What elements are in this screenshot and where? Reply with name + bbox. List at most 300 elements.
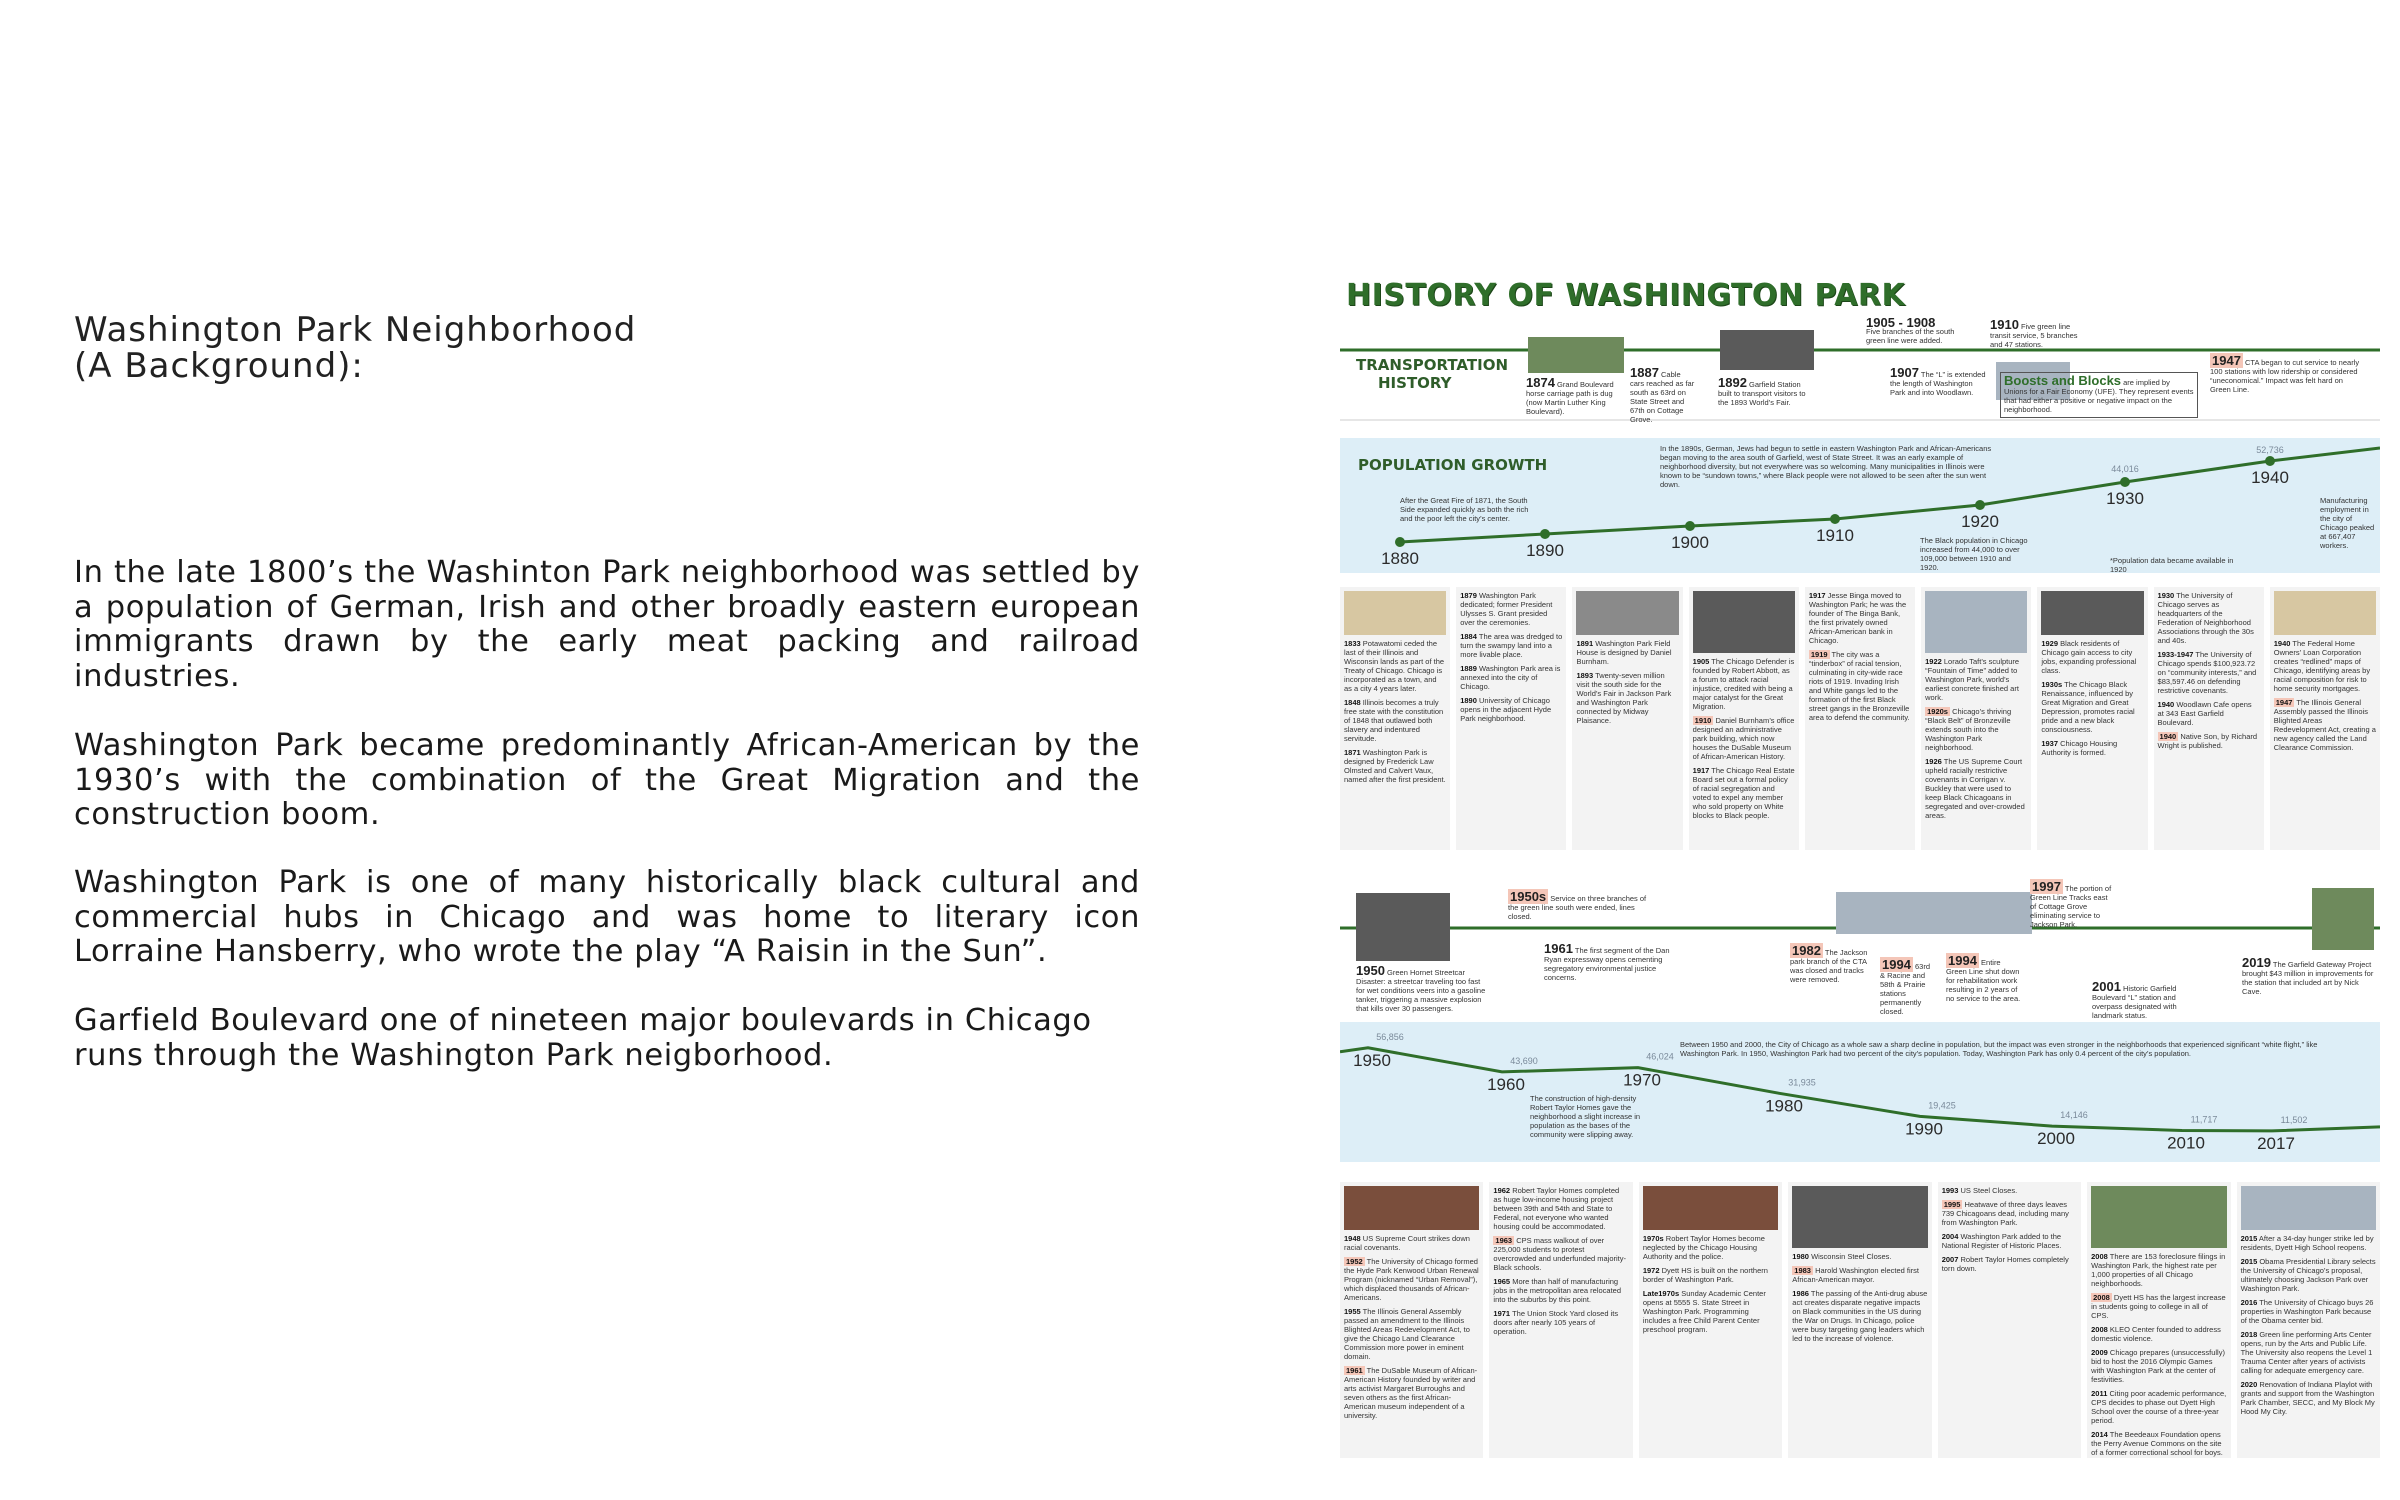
timeline-entry-year: 2007 (1941, 1255, 1959, 1264)
population-note-data: *Population data became available in 1920 (2110, 556, 2234, 574)
timeline-entry-text: After a 34-day hunger strike led by residents, Dyett High School reopens. (2240, 1234, 2374, 1252)
event-text: CTA began to cut service to nearly 100 stations with low ridership or considered “uneconomical.” Impact was felt hard on Green Line. (2210, 358, 2360, 394)
timeline-entry-year: 1920s (1927, 707, 1948, 716)
timeline-entry (1344, 639, 1446, 693)
timeline-entry-text: The Chicago Defender is founded by Robert Abbott, as a forum to attack racial injustice, credited with being a major catalyst for the Great Migration. (1692, 657, 1795, 711)
timeline-entry-text: Native Son, by Richard Wright is published. (2157, 732, 2258, 750)
timeline-entry (2091, 1252, 2226, 1288)
timeline-entry (2158, 591, 2260, 645)
population-year-label: 1990 (1905, 1119, 1943, 1139)
timeline-entry (1809, 591, 1911, 645)
historic-photo (2091, 1186, 2226, 1248)
event-year: 1892 (1718, 375, 1747, 390)
timeline-entry (1344, 1234, 1479, 1252)
timeline-entry-text: The Federal Home Owners’ Loan Corporation creates “redlined” maps of Chicago, identifying areas by racial composition for risk to home security mortgages. (2273, 639, 2371, 693)
timeline-entry (1493, 1309, 1628, 1336)
timeline-entry (1344, 1257, 1479, 1302)
population-value-label: 19,425 (1928, 1100, 1956, 1111)
event-year: 2019 (2242, 955, 2271, 970)
timeline-entry (2158, 700, 2260, 727)
boosts-blocks-legend (2000, 372, 2198, 418)
timeline-column (1689, 587, 1799, 850)
timeline-entry-text: University of Chicago opens in the adjacent Hyde Park neighborhood. (1460, 696, 1552, 723)
timeline-entry (2274, 639, 2376, 693)
population-note-robert-taylor: The construction of high-density Robert Taylor Homes gave the neighborhood a slight increase in population as the bases of the community were slipping away. (1530, 1094, 1641, 1139)
event-text: Historic Garfield Boulevard “L” station and overpass designated with landmark status. (2092, 984, 2177, 1020)
transport-event-1950 (1356, 963, 1486, 1013)
population-point (1975, 500, 1985, 510)
event-year: 1950s (1510, 889, 1547, 904)
timeline-column (1340, 1182, 1483, 1458)
timeline-column (2237, 1182, 2380, 1458)
population-year-label: 1950 (1353, 1050, 1391, 1070)
timeline-entry-text: Green line performing Arts Center opens, run by the Arts and Public Life. The University also reopens the Level 1 Trauma Center after years of activists calling for adequate emergency care. (2240, 1330, 2373, 1375)
timeline-entry (1792, 1266, 1927, 1284)
timeline-entry-year: 2011 (2091, 1389, 2108, 1398)
transport-event-1950s (1508, 889, 1658, 921)
timeline-entry-year: 1986 (1792, 1289, 1809, 1298)
timeline-entry-text: CPS mass walkout of over 225,000 students to protest overcrowded and underfunded majority-Black schools. (1493, 1236, 1626, 1272)
photo-garfield-station (1720, 330, 1814, 370)
timeline-entry-year: 1905 (1692, 657, 1710, 666)
event-text: Cable cars reached as far south as 63rd on State Street and 67th on Cottage Grove. (1630, 370, 1695, 424)
population-note-1890s: In the 1890s, German, Jews had begun to settle in eastern Washington Park and African-Americans began moving to the area south of Garfield, west of State Street. It was an early example of neighborhood diversity, but not everywhere was so welcoming. Many municipalities in Illinois were known to be “sundown towns,” where Black people were not allowed to be seen after the sun went down. (1660, 444, 1992, 489)
timeline-entry-text: The Beedeaux Foundation opens the Perry Avenue Commons on the site of a former correctional school for boys. (2091, 1430, 2223, 1457)
photo-cta-train (1836, 892, 2032, 934)
event-text: The portion of Green Line Tracks east of Cottage Grove eliminating service to Jackson Park. (2030, 884, 2112, 929)
timeline-entry-year: 1889 (1460, 664, 1477, 673)
timeline-entry (1942, 1186, 2077, 1195)
timeline-entry-text: The DuSable Museum of African-American History founded by writer and arts activist Margaret Burroughs and seven others as the first African-American museum independent of a university. (1344, 1366, 1478, 1420)
timeline-entry-year: 1983 (1794, 1266, 1811, 1275)
timeline-entry-year: 1929 (2041, 639, 2059, 648)
historic-photo (1792, 1186, 1927, 1248)
timeline-entry (2158, 650, 2260, 695)
historic-photo (2041, 591, 2143, 635)
transport-event-1961 (1544, 941, 1674, 982)
transport-event-1907 (1890, 365, 1990, 397)
transport-event-1905 (1866, 315, 1966, 345)
timeline-entry-text: Washington Park dedicated; former President Ulysses S. Grant presided over the ceremonies. (1460, 591, 1553, 627)
transport-event-2001 (2092, 979, 2192, 1020)
timeline-entry (2241, 1298, 2376, 1325)
timeline-entry-text: The US Supreme Court upheld racially restrictive covenants in Corrigan v. Buckley that were used to keep Black Chicagoans in segregated and over-crowded areas. (1925, 757, 2025, 820)
photo-streetcar-disaster (1356, 893, 1450, 961)
timeline-entry-text: Wisconsin Steel Closes. (1811, 1252, 1892, 1261)
paragraph-cultural-hub: Washington Park is one of many historically black cultural and commercial hubs in Chicago and was home to literary icon Lorraine Hansberry, who wrote the play “A Raisin in the Sun”. (74, 865, 1140, 969)
population-year-label: 1900 (1671, 533, 1709, 552)
event-text: Service on three branches of the green line south were ended, lines closed. (1508, 894, 1647, 921)
population-value-label: 31,935 (1788, 1077, 1816, 1088)
timeline-entry (2241, 1330, 2376, 1375)
population-note-black-population: The Black population in Chicago increased from 44,000 to over 109,000 between 1910 and 1920. (1920, 536, 2028, 572)
event-text: Five green line transit service, 5 branches and 47 stations. (1990, 322, 2078, 349)
timeline-entry (1792, 1252, 1927, 1261)
timeline-entry-year: 1940 (2157, 700, 2175, 709)
timeline-entry (1493, 1277, 1628, 1304)
timeline-entry (1925, 757, 2027, 820)
paragraph-settlement: In the late 1800’s the Washinton Park neighborhood was settled by a population of German, Irish and other broadly eastern european immigrants drawn by the early meat packing and railroad industries. (74, 555, 1140, 694)
legend-text: are implied by Unions for a Fair Economy (UFE). They represent events that had either a positive or negative impact on the neighborhood. (2004, 378, 2194, 414)
timeline-entry-year: 1891 (1576, 639, 1594, 648)
event-text: The Jackson park branch of the CTA was closed and tracks were removed. (1790, 948, 1868, 984)
timeline-entry (1693, 716, 1795, 761)
historic-photo (1693, 591, 1795, 653)
timeline-entry-year: 1848 (1344, 698, 1361, 707)
title-line-2: (A Background): (74, 346, 364, 386)
timeline-entry-year: 1917 (1692, 766, 1710, 775)
timeline-entry-text: The University of Chicago formed the Hyde Park Kenwood Urban Renewal Program (nicknamed “Urban Removal”), which displaced thousands of African-Americans. (1344, 1257, 1479, 1302)
transport-event-1982 (1790, 943, 1870, 984)
transport-label (1356, 356, 1508, 392)
timeline-entry-text: Robert Taylor Homes become neglected by the Chicago Housing Authority and the police. (1642, 1234, 1765, 1261)
timeline-entry-year: 2004 (1941, 1232, 1959, 1241)
timeline-entry (1344, 748, 1446, 784)
timeline-entry-year: 2015 (2240, 1234, 2258, 1243)
timeline-entry-text: Potawatomi ceded the last of their Illinois and Wisconsin lands as part of the Treaty of Chicago. Chicago is incorporated as a town, and as a city 4 years later. (1344, 639, 1445, 693)
timeline-entry (1460, 632, 1562, 659)
timeline-entry (2091, 1348, 2226, 1384)
timeline-entry-year: 1926 (1925, 757, 1942, 766)
transport-event-1874 (1526, 375, 1626, 416)
timeline-entry (1942, 1232, 2077, 1250)
timeline-entry (1942, 1200, 2077, 1227)
poster-title: HISTORY OF WASHINGTON PARK (1346, 278, 1906, 313)
transport-label-1: TRANSPORTATION (1356, 356, 1508, 374)
timeline-entry (1460, 696, 1562, 723)
population-note-manufacturing: Manufacturing employment in the city of Chicago peaked at 667,407 workers. (2320, 496, 2375, 550)
timeline-entry-text: The city was a “tinderbox” of racial tension, culminating in city-wide race riots of 1919. Invading Irish and White gangs led to the formation of the first Black street gangs in the Bronzeville area to defend the community. (1808, 650, 1910, 722)
historic-photo (1925, 591, 2027, 653)
timeline-entry-year: 1884 (1460, 632, 1477, 641)
timeline-entry (1344, 1307, 1479, 1361)
timeline-column (1921, 587, 2031, 850)
timeline-entry-text: The University of Chicago buys 26 properties in Washington Park because of the Obama center bid. (2240, 1298, 2374, 1325)
population-value-label: 46,024 (1646, 1051, 1674, 1062)
population-year-label: 1890 (1526, 541, 1564, 560)
timeline-entry-text: The Illinois General Assembly passed the Illinois Blighted Areas Redevelopment Act, creating a new agency called the Land Clearance Commission. (2273, 698, 2376, 752)
timeline-column (2154, 587, 2264, 850)
timeline-entry-text: The Union Stock Yard closed its doors after nearly 105 years of operation. (1493, 1309, 1619, 1336)
population-value-label: 52,736 (2256, 445, 2284, 455)
timeline-entry-year: 2020 (2240, 1380, 2258, 1389)
event-text: The Garfield Gateway Project brought $43 million in improvements for the station that included art by Nick Cave. (2242, 960, 2374, 996)
timeline-entry (1460, 664, 1562, 691)
timeline-entry-text: The University of Chicago serves as headquarters of the Federation of Neighborhood Associations through the 30s and 40s. (2157, 591, 2254, 645)
timeline-entry (2241, 1257, 2376, 1293)
population-year-label: 1910 (1816, 526, 1854, 545)
timeline-entry-year: 1995 (1943, 1200, 1961, 1209)
historic-photo (1576, 591, 1678, 635)
timeline-entry (1942, 1255, 2077, 1273)
timeline-entry-year: 1833 (1344, 639, 1361, 648)
event-year: 1887 (1630, 365, 1659, 380)
photo-horse-carriage (1528, 337, 1624, 373)
population-year-label: 1930 (2106, 489, 2144, 508)
timeline-entry (2091, 1325, 2226, 1343)
timeline-column (2037, 587, 2147, 850)
population-value-label: 43,690 (1510, 1055, 1538, 1066)
timeline-entry (2091, 1389, 2226, 1425)
timeline-entry-text: Heatwave of three days leaves 739 Chicagoans dead, including many from Washington Park. (1941, 1200, 2069, 1227)
timeline-entry-text: The Chicago Black Renaissance, influenced by Great Migration and Great Depression, promotes racial pride and a new black consciousness. (2041, 680, 2135, 734)
event-year: 2001 (2092, 979, 2121, 994)
timeline-entry-year: 1972 (1642, 1266, 1660, 1275)
timeline-entry-text: Harold Washington elected first African-American mayor. (1792, 1266, 1920, 1284)
historic-photo (2274, 591, 2376, 635)
legend-title: Boosts and Blocks (2004, 373, 2122, 388)
population-value-label: 44,016 (2111, 464, 2139, 474)
timeline-entry-text: Illinois becomes a truly free state with the constitution of 1848 that outlawed both slavery and indentured servitude. (1344, 698, 1444, 743)
timeline-entry-text: Obama Presidential Library selects the University of Chicago’s proposal, ultimately choosing Jackson Park over Washington Park. (2240, 1257, 2376, 1293)
transport-event-1892 (1718, 375, 1808, 407)
historic-photo (1344, 1186, 1479, 1230)
timeline-entry (1693, 766, 1795, 820)
timeline-entry (2041, 639, 2143, 675)
timeline-entry-year: 1947 (2275, 698, 2293, 707)
timeline-entry (1344, 698, 1446, 743)
timeline-entry-text: Lorado Taft’s sculpture “Fountain of Time” added to Washington Park, world’s earliest concrete finished art work. (1925, 657, 2020, 702)
population-year-label: 1920 (1961, 512, 1999, 531)
population-note-white-flight: Between 1950 and 2000, the City of Chicago as a whole saw a sharp decline in population, but the impact was even stronger in the neighborhoods that experienced significant “white flight,” like Washington Park. In 1950, Washington Park had two percent of the city’s population. Today, Washington Park has only 0.4 percent of the city’s population. (1680, 1040, 2318, 1058)
event-year: 1997 (2032, 879, 2061, 894)
timeline-entry-year: 1961 (1346, 1366, 1363, 1375)
timeline-entry-text: Chicago prepares (unsuccessfully) bid to host the 2016 Olympic Games with Washington Park at the center of festivities. (2091, 1348, 2225, 1384)
timeline-entry-year: 1940 (2159, 732, 2177, 741)
timeline-entry-text: Citing poor academic performance, CPS decides to phase out Dyett High School over the course of a three-year period. (2091, 1389, 2227, 1425)
timeline-entry-year: 2008 (2093, 1293, 2110, 1302)
timeline-entry-text: Black residents of Chicago gain access to city jobs, expanding professional class. (2041, 639, 2137, 675)
event-text: Grand Boulevard horse carriage path is dug (now Martin Luther King Boulevard). (1526, 380, 1614, 416)
event-year: 1907 (1890, 365, 1919, 380)
timeline-entry-year: 1980 (1792, 1252, 1809, 1261)
timeline-entry (1643, 1289, 1778, 1334)
population-point (1830, 514, 1840, 524)
timeline-entry-year: 2009 (2091, 1348, 2108, 1357)
population-label: POPULATION GROWTH (1358, 456, 1548, 474)
timeline-column (1938, 1182, 2081, 1458)
timeline-entry-year: 2008 (2091, 1325, 2108, 1334)
timeline-entry-text: Dyett HS has the largest increase in students going to college in all of CPS. (2091, 1293, 2226, 1320)
timeline-entry-year: 1893 (1576, 671, 1594, 680)
timeline-entry-text: Daniel Burnham’s office designed an administrative park building, which now houses the DuSable Museum of African-American History. (1692, 716, 1795, 761)
timeline-entry-text: Robert Taylor Homes completely torn down. (1941, 1255, 2069, 1273)
timeline-entry-year: 2008 (2091, 1252, 2108, 1261)
timeline-entry-year: 1965 (1493, 1277, 1511, 1286)
timeline-entry (1809, 650, 1911, 722)
timeline-entry-text: US Steel Closes. (1960, 1186, 2018, 1195)
timeline-entry-text: The Chicago Real Estate Board set out a formal policy of racial segregation and voted to expel any member who sold property on White blocks to Black people. (1692, 766, 1795, 820)
timeline-entry-text: Washington Park is designed by Frederick Law Olmsted and Calvert Vaux, named after the first president. (1344, 748, 1446, 784)
timeline-entry-text: Dyett HS is built on the northern border of Washington Park. (1642, 1266, 1768, 1284)
title-line-1: Washington Park Neighborhood (74, 310, 637, 350)
population-year-label: 1960 (1487, 1074, 1525, 1094)
timeline-column (2087, 1182, 2230, 1458)
timeline-entry-text: More than half of manufacturing jobs in the metropolitan area relocated into the suburbs by this point. (1493, 1277, 1621, 1304)
timeline-entry-text: The University of Chicago spends $100,923.72 on “community interests,” and $83,597.46 on defending restrictive covenants. (2157, 650, 2257, 695)
timeline-entry (2041, 739, 2143, 757)
timeline-entry-text: The passing of the Anti-drug abuse act creates disparate negative impacts on Black communities in the US during the War on Drugs. In Chicago, police were busy targeting gang leaders which led to the increase of violence. (1792, 1289, 1928, 1343)
historic-photo (1643, 1186, 1778, 1230)
timeline-column (1788, 1182, 1931, 1458)
event-year: 1874 (1526, 375, 1555, 390)
population-point (1685, 521, 1695, 531)
population-year-label: 1980 (1765, 1096, 1803, 1116)
timeline-entry-year: 1962 (1493, 1186, 1511, 1195)
population-value-label: 11,717 (2190, 1114, 2218, 1125)
event-year: 1947 (2212, 353, 2241, 368)
timeline-entry-year: 1879 (1460, 591, 1477, 600)
transport-event-1997 (2030, 879, 2114, 929)
event-text: The “L” is extended the length of Washington Park and into Woodlawn. (1890, 370, 1986, 397)
timeline-entry-year: 1937 (2041, 739, 2059, 748)
timeline-entry (1576, 671, 1678, 725)
timeline-entry (2241, 1234, 2376, 1252)
timeline-entry-year: 1948 (1344, 1234, 1361, 1243)
timeline-entry-text: Renovation of Indiana Playlot with grants and support from the Washington Park Chamber, SECC, and My Block My Hood My City. (2240, 1380, 2375, 1416)
transport-event-1947 (2210, 353, 2360, 394)
timeline-entry-text: Washington Park Field House is designed by Daniel Burnham. (1576, 639, 1672, 666)
timeline-entry (1792, 1289, 1927, 1343)
timeline-entry (1925, 707, 2027, 752)
timeline-entry-year: 2015 (2240, 1257, 2258, 1266)
timeline-entry-year: 1970s (1642, 1234, 1664, 1243)
timeline-entry-year: 2016 (2240, 1298, 2258, 1307)
historic-photo (2241, 1186, 2376, 1230)
event-text: Garfield Station built to transport visitors to the 1893 World’s Fair. (1718, 380, 1806, 407)
timeline-column (1456, 587, 1566, 850)
timeline-column (1572, 587, 1682, 850)
timeline-entry (1643, 1234, 1778, 1261)
timeline-entry-text: Washington Park added to the National Register of Historic Places. (1941, 1232, 2062, 1250)
transport-event-1910 (1990, 317, 2080, 349)
population-value-label: 11,502 (2280, 1114, 2308, 1125)
timeline-column (1340, 587, 1450, 850)
timeline-entry (2158, 732, 2260, 750)
population-point (1395, 537, 1405, 547)
event-text: Entire Green Line shut down for rehabilitation work resulting in 2 years of no service to the area. (1946, 958, 2021, 1003)
population-value-label: 56,856 (1376, 1031, 1404, 1042)
timeline-entry-text: Chicago Housing Authority is formed. (2041, 739, 2118, 757)
population-year-label: 1940 (2251, 468, 2289, 487)
timeline-entry (1925, 657, 2027, 702)
timeline-entry-year: Late1970s (1642, 1289, 1680, 1298)
timeline-entry-year: 1910 (1694, 716, 1712, 725)
timeline-entry-year: 1917 (1808, 591, 1826, 600)
timeline-entry (1576, 639, 1678, 666)
population-year-label: 1880 (1381, 549, 1419, 568)
timeline-entry-text: Woodlawn Cafe opens at 343 East Garfield Boulevard. (2157, 700, 2252, 727)
timeline-entry-year: 1871 (1344, 748, 1361, 757)
timeline-entry (1460, 591, 1562, 627)
event-text: Five branches of the south green line were added. (1866, 327, 1955, 345)
timeline-entry-year: 1952 (1346, 1257, 1363, 1266)
event-year: 1994 (1948, 953, 1977, 968)
timeline-entry-text: The Illinois General Assembly passed an amendment to the Illinois Blighted Areas Redevelopment Act, to give the Chicago Land Clearance Commission more power in eminent domain. (1344, 1307, 1470, 1361)
population-year-label: 2010 (2167, 1133, 2205, 1153)
event-text: The first segment of the Dan Ryan expressway opens cementing segregatory environmental justice concerns. (1544, 946, 1670, 982)
transport-event-2019 (2242, 955, 2376, 996)
event-year: 1910 (1990, 317, 2019, 332)
timeline-column (2270, 587, 2380, 850)
timeline-entry-year: 2018 (2240, 1330, 2258, 1339)
population-year-label: 2017 (2257, 1133, 2295, 1153)
timeline-column (1805, 587, 1915, 850)
timeline-entry-year: 1933-1947 (2157, 650, 2194, 659)
timeline-entry (2091, 1293, 2226, 1320)
event-text: Green Hornet Streetcar Disaster: a streetcar traveling too fast for wet conditions veers into a gasoline tanker, triggering a massive explosion that kills over 30 passengers. (1356, 968, 1486, 1013)
timeline-entry-year: 2014 (2091, 1430, 2108, 1439)
timeline-cards-1948-2020 (1340, 1182, 2380, 1458)
population-point (2265, 456, 2275, 466)
timeline-entry-year: 1940 (2273, 639, 2291, 648)
timeline-entry (1344, 1366, 1479, 1420)
event-year: 1905 - 1908 (1866, 315, 1936, 330)
transport-event-1994-stations (1880, 957, 1934, 1016)
transport-event-1994-shutdown (1946, 953, 2022, 1003)
timeline-entry (1493, 1236, 1628, 1272)
timeline-entry (1693, 657, 1795, 711)
event-year: 1982 (1792, 943, 1821, 958)
timeline-entry-text: Twenty-seven million visit the south side for the World’s Fair in Jackson Park and Washington Park connected by Midway Plaisance. (1576, 671, 1672, 725)
paragraph-garfield-boulevard: Garfield Boulevard one of nineteen major boulevards in Chicago runs through the Washington Park neigborhood. (74, 1003, 1092, 1073)
event-year: 1961 (1544, 941, 1573, 956)
timeline-entry-text: Sunday Academic Center opens at 5555 S. State Street in Washington Park. Programming includes a free Child Parent Center preschool program. (1642, 1289, 1766, 1334)
population-note-fire: After the Great Fire of 1871, the South Side expanded quickly as both the rich and the poor left the city’s center. (1400, 496, 1529, 523)
transport-event-1887 (1630, 365, 1696, 424)
event-text: 63rd & Racine and 58th & Prairie stations permanently closed. (1880, 962, 1931, 1016)
timeline-entry-year: 1963 (1495, 1236, 1513, 1245)
event-year: 1994 (1882, 957, 1911, 972)
timeline-entry-year: 1890 (1460, 696, 1477, 705)
population-point (1540, 529, 1550, 539)
timeline-column (1489, 1182, 1632, 1458)
timeline-column (1639, 1182, 1782, 1458)
photo-garfield-gateway (2312, 888, 2374, 950)
timeline-entry-text: Jesse Binga moved to Washington Park; he was the founder of The Binga Bank, the first privately owned African-American bank in Chicago. (1808, 591, 1907, 645)
paragraph-migration: Washington Park became predominantly African-American by the 1930’s with the combination of the Great Migration and the construction boom. (74, 728, 1140, 832)
population-value-label: 14,146 (2060, 1110, 2088, 1121)
population-point (2120, 477, 2130, 487)
timeline-entry-text: Robert Taylor Homes completed as huge low-income housing project between 39th and 54th and State to Federal, not everyone who wanted housing could be accommodated. (1493, 1186, 1620, 1231)
timeline-entry-text: The area was dredged to turn the swampy land into a more livable place. (1460, 632, 1563, 659)
timeline-entry (2091, 1430, 2226, 1457)
timeline-entry-year: 1922 (1925, 657, 1942, 666)
timeline-entry (2241, 1380, 2376, 1416)
timeline-entry-text: KLEO Center founded to address domestic violence. (2091, 1325, 2221, 1343)
population-year-label: 2000 (2037, 1129, 2075, 1149)
timeline-entry-text: US Supreme Court strikes down racial covenants. (1344, 1234, 1470, 1252)
timeline-entry (1493, 1186, 1628, 1231)
population-year-label: 1970 (1623, 1070, 1661, 1090)
page-title (74, 312, 794, 384)
timeline-entry (1643, 1266, 1778, 1284)
timeline-cards-1833-1947 (1340, 587, 2380, 850)
timeline-entry-year: 1971 (1493, 1309, 1511, 1318)
timeline-entry-year: 1919 (1810, 650, 1828, 659)
timeline-entry-year: 1930s (2041, 680, 2063, 689)
event-year: 1950 (1356, 963, 1385, 978)
timeline-entry (2274, 698, 2376, 752)
timeline-entry-text: Washington Park area is annexed into the city of Chicago. (1460, 664, 1561, 691)
timeline-entry-text: There are 153 foreclosure filings in Washington Park, the highest rate per 1,000 properties of all Chicago neighborhoods. (2091, 1252, 2226, 1288)
historic-photo (1344, 591, 1446, 635)
transport-label-2: HISTORY (1378, 374, 1452, 392)
timeline-entry-year: 1993 (1941, 1186, 1959, 1195)
timeline-entry-year: 1930 (2157, 591, 2175, 600)
timeline-entry (2041, 680, 2143, 734)
timeline-entry-text: Chicago’s thriving “Black Belt” of Bronzeville extends south into the Washington Park neighborhood. (1925, 707, 2012, 752)
